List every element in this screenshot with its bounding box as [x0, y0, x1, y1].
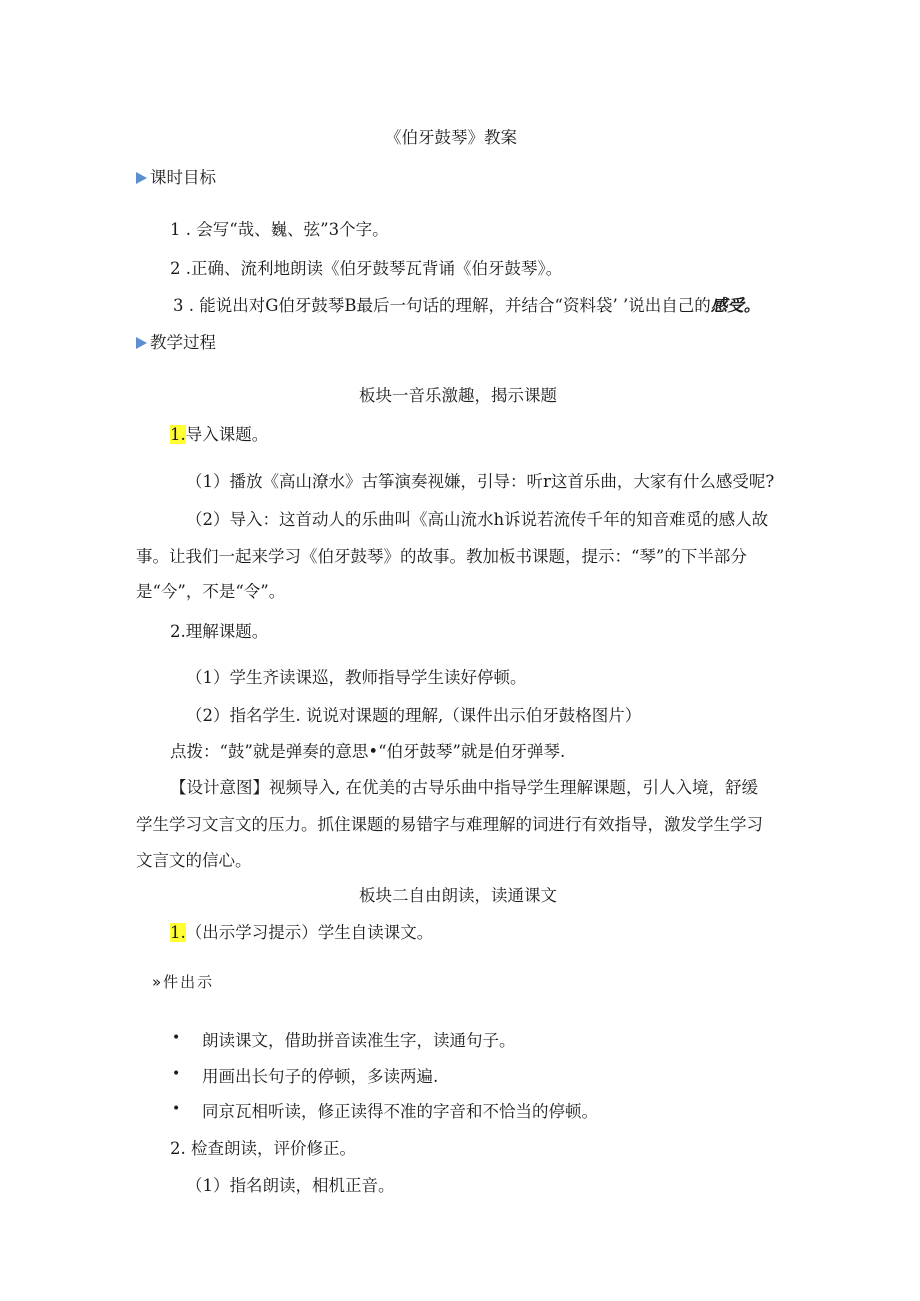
- courseware-label: »件出示: [152, 973, 215, 991]
- list-item: 用画出长句子的停顿，多读两遍.: [202, 1067, 439, 1086]
- paragraph-line: （2）导入：这首动人的乐曲叫《高山流水h诉说若流传千年的知音难觅的感人故: [186, 510, 769, 529]
- list-item: 朗读课文，借助拼音读准生字，读通句子。: [202, 1031, 516, 1050]
- page-title: 《伯牙鼓琴》教案: [385, 128, 517, 147]
- step-number-highlight: 1.: [170, 923, 186, 942]
- step-number-highlight: 1.: [170, 425, 186, 444]
- section-heading-label: 教学过程: [150, 333, 216, 352]
- list-item: 同京瓦相听读，修正读得不准的字音和不恰当的停顿。: [202, 1102, 598, 1121]
- section-heading-goals: [136, 166, 216, 190]
- bullet-icon: •: [172, 1030, 181, 1046]
- step-heading: 2.理解课题。: [170, 622, 269, 641]
- paragraph-line: 事。让我们一起来学习《伯牙鼓琴》的故事。教加板书课题，提示：“琴”的下半部分: [136, 547, 747, 566]
- step-label: （出示学习提示）学生自读课文。: [185, 923, 434, 942]
- goal-item-text: 3 . 能说出对G伯牙鼓琴B最后一句话的理解，并结合“资料袋’ ’说出自己的: [173, 296, 711, 315]
- block-title: 板块二自由朗读，读通课文: [359, 886, 557, 905]
- design-intent-line: 文言文的信心。: [136, 851, 252, 870]
- triangle-marker-icon: [136, 172, 147, 184]
- paragraph: （1）学生齐读课巡，教师指导学生读好停顿。: [186, 668, 527, 687]
- paragraph: （1）指名朗读，相机正音。: [186, 1176, 395, 1195]
- step-heading: [170, 921, 433, 945]
- paragraph: （2）指名学生. 说说对课题的理解,（课件出示伯牙鼓格图片）: [186, 706, 642, 725]
- step-heading: [170, 423, 268, 447]
- step-label: 导入课题。: [185, 425, 269, 444]
- block-title: 板块一音乐激趣，揭示课题: [359, 386, 557, 405]
- goal-item: 2 .正确、流利地朗读《伯牙鼓琴瓦背诵《伯牙鼓琴》。: [170, 259, 563, 278]
- goal-item: [173, 294, 760, 318]
- goal-item: 1 . 会写“哉、巍、弦”3个字。: [170, 220, 389, 239]
- design-intent-line: 学生学习文言文的压力。抓住课题的易错字与难理解的词进行有效指导，激发学生学习: [136, 815, 763, 834]
- paragraph: （1）播放《高山潦水》古筝演奏视嫌，引导：听r这首乐曲，大家有什么感受呢?: [186, 472, 775, 491]
- step-heading: 2. 检查朗读，评价修正。: [170, 1139, 356, 1158]
- section-heading-process: [136, 331, 216, 355]
- design-intent-line: 【设计意图】视频导入, 在优美的古导乐曲中指导学生理解课题，引人入境，舒缓: [170, 778, 758, 797]
- paragraph: 点拨：“鼓”就是弹奏的意思•“伯牙鼓琴”就是伯牙弹琴.: [170, 742, 566, 761]
- section-heading-label: 课时目标: [150, 168, 216, 187]
- bullet-icon: •: [172, 1066, 181, 1082]
- goal-item-emphasis: 感受。: [710, 296, 761, 315]
- triangle-marker-icon: [136, 337, 147, 349]
- paragraph-line: 是“今”，不是“令”。: [136, 582, 286, 601]
- bullet-icon: •: [172, 1101, 181, 1117]
